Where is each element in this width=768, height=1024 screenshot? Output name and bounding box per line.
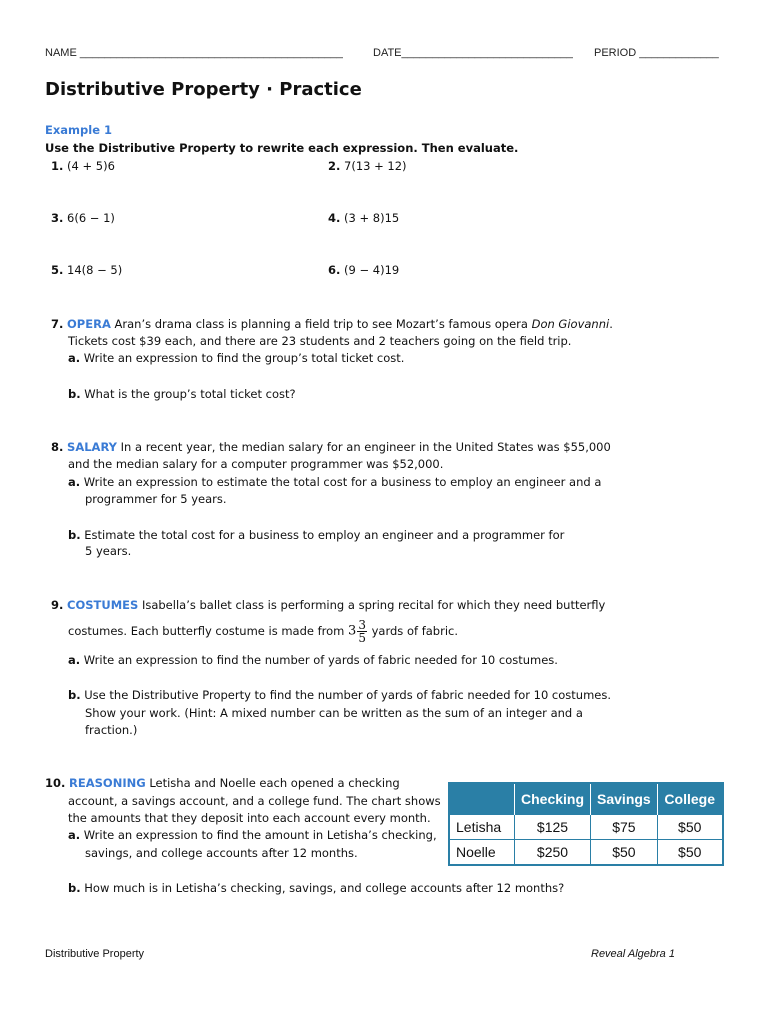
q8-a-label: a.	[68, 475, 81, 489]
q8-b-line-2: 5 years.	[85, 544, 132, 558]
q8-part-a	[68, 474, 601, 491]
table-cell: $50	[591, 840, 658, 866]
table-corner-cell	[449, 783, 515, 815]
exercise-number: 5.	[51, 263, 64, 277]
q9-b-line-2: Show your work. (Hint: A mixed number can be written as the sum of an integer and a	[85, 706, 583, 720]
q8-keyword: SALARY	[67, 440, 117, 454]
q7-number: 7.	[51, 317, 64, 331]
q7-keyword: OPERA	[67, 317, 111, 331]
q9-text-2: costumes. Each butterfly costume is made from	[68, 624, 349, 638]
q9-b-text: Use the Distributive Property to find the number of yards of fabric needed for 10 costumes.	[80, 688, 612, 702]
table-cell: $250	[515, 840, 591, 866]
q9-line-2	[68, 614, 458, 649]
q9-part-b	[68, 687, 611, 704]
q10-b-label: b.	[68, 881, 81, 895]
table-cell: $50	[657, 815, 723, 840]
table-cell: $125	[515, 815, 591, 840]
q9-text-3: yards of fabric.	[367, 624, 458, 638]
q10-text: Letisha and Noelle each opened a checking	[145, 776, 400, 790]
exercise-5	[51, 262, 122, 279]
fraction-denominator: 5	[358, 631, 366, 645]
q8-line-1	[51, 439, 611, 456]
exercise-expression: (9 − 4)19	[344, 263, 400, 277]
q7-line-2: Tickets cost $39 each, and there are 23 students and 2 teachers going on the field trip.	[68, 334, 572, 348]
q10-a-text: Write an expression to find the amount in Letisha’s checking,	[80, 828, 437, 842]
q9-b-label: b.	[68, 688, 81, 702]
exercise-expression: 6(6 − 1)	[67, 211, 115, 225]
q8-a-text: Write an expression to estimate the total cost for a business to employ an engineer and a	[80, 475, 602, 489]
mixed-number-fraction	[357, 619, 367, 644]
q7-text: Aran’s drama class is planning a field trip to see Mozart’s famous opera	[110, 317, 532, 331]
q7-line-1	[51, 316, 613, 333]
exercise-expression: (3 + 8)15	[344, 211, 400, 225]
q8-text: In a recent year, the median salary for an engineer in the United States was $55,000	[117, 440, 611, 454]
exercise-4	[328, 210, 399, 227]
q7-part-a	[68, 350, 404, 367]
table-row	[449, 815, 723, 840]
q10-part-b	[68, 880, 564, 897]
exercise-expression: 7(13 + 12)	[344, 159, 407, 173]
exercise-expression: 14(8 − 5)	[67, 263, 123, 277]
q10-number: 10.	[45, 776, 66, 790]
mixed-number-whole: 3	[348, 623, 357, 639]
q10-b-text: How much is in Letisha’s checking, savings, and college accounts after 12 months?	[80, 881, 565, 895]
q9-part-a	[68, 652, 558, 669]
q7-opera-title: Don Giovanni	[531, 317, 610, 331]
column-header-checking: Checking	[515, 783, 591, 815]
q8-a-line-2: programmer for 5 years.	[85, 492, 227, 506]
q10-line-1	[45, 775, 400, 792]
q7-b-text: What is the group’s total ticket cost?	[80, 387, 296, 401]
example-label: Example 1	[45, 123, 112, 137]
q7-b-label: b.	[68, 387, 81, 401]
q9-text: Isabella’s ballet class is performing a spring recital for which they need butterfly	[138, 598, 606, 612]
exercise-expression: (4 + 5)6	[67, 159, 115, 173]
exercise-number: 3.	[51, 211, 64, 225]
q8-line-2: and the median salary for a computer programmer was $52,000.	[68, 457, 444, 471]
exercise-number: 6.	[328, 263, 341, 277]
q8-part-b	[68, 527, 564, 544]
account-deposits-table	[448, 782, 724, 866]
date-field-label: DATE____________________________	[373, 47, 573, 59]
period-field-label: PERIOD _____________	[594, 47, 719, 59]
page-title: Distributive Property · Practice	[45, 79, 362, 100]
q9-a-label: a.	[68, 653, 81, 667]
exercise-number: 2.	[328, 159, 341, 173]
q10-line-2: account, a savings account, and a college fund. The chart shows	[68, 794, 441, 808]
exercise-2	[328, 158, 407, 175]
q9-a-text: Write an expression to find the number of yards of fabric needed for 10 costumes.	[80, 653, 558, 667]
q7-text-end: .	[609, 317, 613, 331]
exercise-3	[51, 210, 115, 227]
table-cell: $75	[591, 815, 658, 840]
q8-b-label: b.	[68, 528, 81, 542]
fraction-numerator: 3	[358, 618, 366, 632]
exercise-number: 4.	[328, 211, 341, 225]
q10-line-3: the amounts that they deposit into each account every month.	[68, 811, 431, 825]
q10-part-a	[68, 827, 437, 844]
q9-keyword: COSTUMES	[67, 598, 139, 612]
q10-a-line-2: savings, and college accounts after 12 months.	[85, 846, 358, 860]
footer-right: Reveal Algebra 1	[591, 948, 675, 960]
column-header-college: College	[657, 783, 723, 815]
q7-a-text: Write an expression to find the group’s total ticket cost.	[80, 351, 405, 365]
instruction-text: Use the Distributive Property to rewrite each expression. Then evaluate.	[45, 141, 519, 155]
exercise-1	[51, 158, 115, 175]
table-cell: $50	[657, 840, 723, 866]
q8-b-text: Estimate the total cost for a business to employ an engineer and a programmer for	[80, 528, 565, 542]
q10-keyword: REASONING	[69, 776, 146, 790]
column-header-savings: Savings	[591, 783, 658, 815]
exercise-number: 1.	[51, 159, 64, 173]
footer-left: Distributive Property	[45, 948, 145, 960]
q9-number: 9.	[51, 598, 64, 612]
q9-b-line-3: fraction.)	[85, 723, 138, 737]
q7-a-label: a.	[68, 351, 81, 365]
q7-part-b	[68, 386, 296, 403]
table-header-row	[449, 783, 723, 815]
q10-a-label: a.	[68, 828, 81, 842]
row-name-noelle: Noelle	[449, 840, 515, 866]
name-field-label: NAME ___________________________________________	[45, 47, 343, 59]
table-row	[449, 840, 723, 866]
q8-number: 8.	[51, 440, 64, 454]
row-name-letisha: Letisha	[449, 815, 515, 840]
q9-line-1	[51, 597, 605, 614]
exercise-6	[328, 262, 399, 279]
